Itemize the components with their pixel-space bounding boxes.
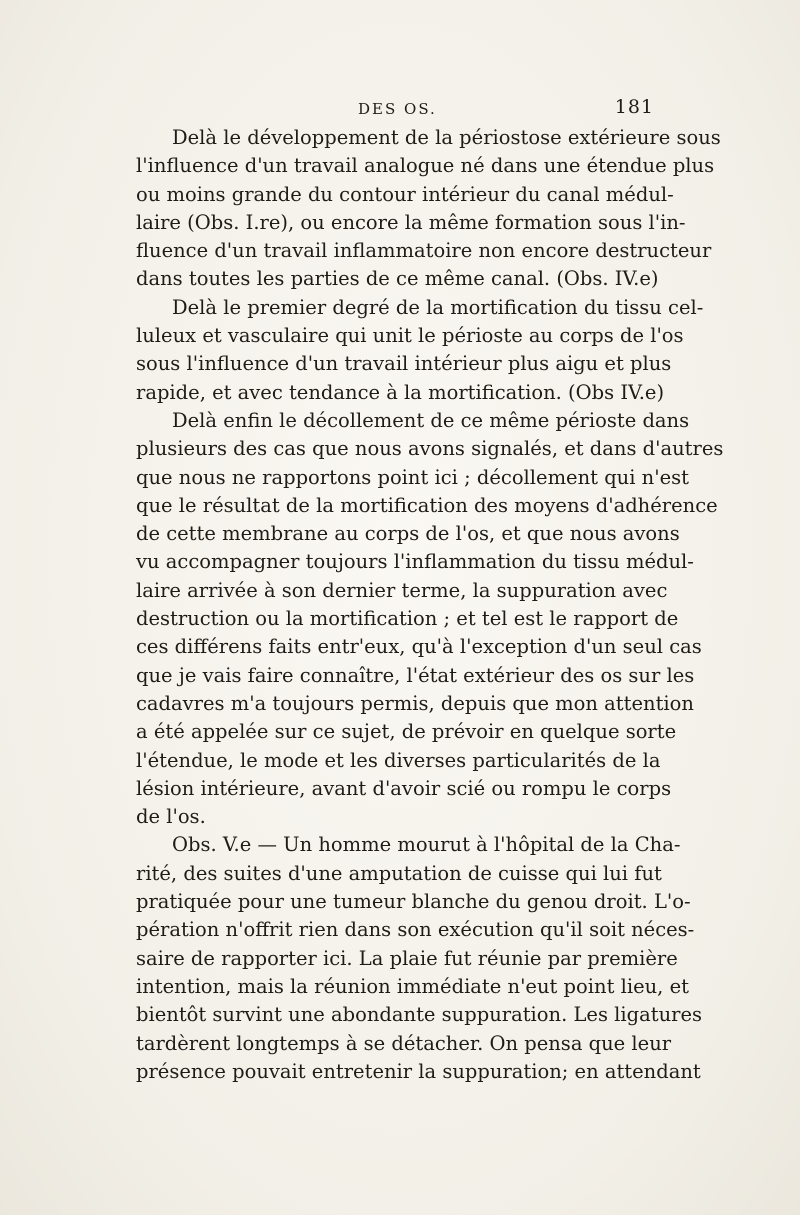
text-line: rapide, et avec tendance à la mortification. (Obs IV.e) [136, 380, 665, 404]
paragraph [136, 407, 724, 831]
text-line: tardèrent longtemps à se détacher. On pensa que leur [136, 1031, 672, 1055]
text-line: l'influence d'un travail analogue né dans une étendue plus [136, 154, 715, 178]
text-line: a été appelée sur ce sujet, de prévoir en quelque sorte [136, 720, 677, 744]
text-line: que nous ne rapportons point ici ; décollement qui n'est [136, 465, 689, 489]
text-line: sous l'influence d'un travail intérieur plus aigu et plus [136, 352, 672, 376]
running-title: DES OS. [358, 100, 437, 118]
paragraph [136, 831, 703, 1086]
paragraph [136, 294, 704, 407]
text-line: présence pouvait entretenir la suppuration; en attendant [136, 1059, 701, 1083]
paragraph [136, 124, 721, 294]
text-line: plusieurs des cas que nous avons signalés, et dans d'autres [136, 437, 724, 461]
text-line: intention, mais la réunion immédiate n'eut point lieu, et [136, 974, 689, 998]
page-number: 181 [614, 96, 654, 118]
text-line: Delà enfin le décollement de ce même périoste dans [172, 408, 690, 432]
text-line: vu accompagner toujours l'inflammation du tissu médul- [136, 550, 694, 574]
text-line: destruction ou la mortification ; et tel est le rapport de [136, 607, 679, 631]
text-line: que le résultat de la mortification des moyens d'adhérence [136, 493, 718, 517]
text-line: rité, des suites d'une amputation de cuisse qui lui fut [136, 861, 662, 885]
text-line: bientôt survint une abondante suppuration. Les ligatures [136, 1003, 703, 1027]
text-line: l'étendue, le mode et les diverses particularités de la [136, 748, 661, 772]
body-text [136, 124, 724, 1086]
text-line: lésion intérieure, avant d'avoir scié ou rompu le corps [136, 776, 672, 800]
text-line: pération n'offrit rien dans son exécution qu'il soit néces- [136, 918, 695, 942]
text-line: laire arrivée à son dernier terme, la suppuration avec [136, 578, 668, 602]
text-line: de l'os. [136, 805, 206, 829]
text-line: pratiquée pour une tumeur blanche du genou droit. L'o- [136, 890, 691, 914]
text-line: de cette membrane au corps de l'os, et que nous avons [136, 522, 680, 546]
text-line: dans toutes les parties de ce même canal. (Obs. IV.e) [136, 267, 659, 291]
text-line: Obs. V.e — Un homme mourut à l'hôpital de la Cha- [172, 833, 681, 857]
text-line: ces différens faits entr'eux, qu'à l'exception d'un seul cas [136, 635, 702, 659]
text-line: Delà le développement de la périostose extérieure sous [172, 126, 721, 149]
text-line: que je vais faire connaître, l'état extérieur des os sur les [136, 663, 695, 687]
page-header [136, 96, 654, 124]
text-line: ou moins grande du contour intérieur du canal médul- [136, 182, 674, 206]
text-line: cadavres m'a toujours permis, depuis que mon attention [136, 691, 694, 715]
text-line: laire (Obs. I.re), ou encore la même formation sous l'in- [136, 210, 686, 234]
text-line: fluence d'un travail inflammatoire non encore destructeur [136, 239, 712, 263]
text-line: Delà le premier degré de la mortification du tissu cel- [172, 295, 704, 319]
text-line: saire de rapporter ici. La plaie fut réunie par première [136, 946, 678, 970]
text-line: luleux et vasculaire qui unit le périoste au corps de l'os [136, 324, 684, 348]
